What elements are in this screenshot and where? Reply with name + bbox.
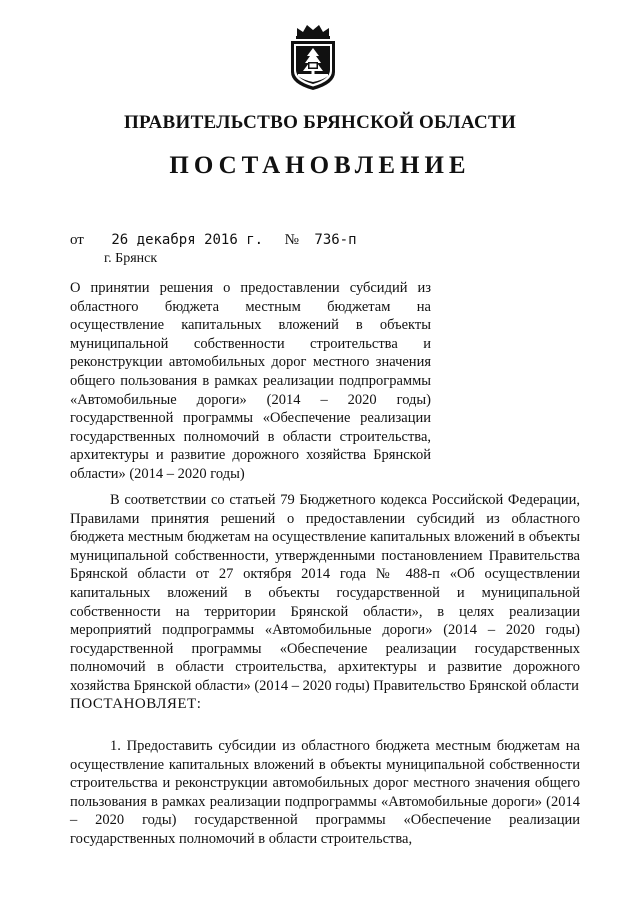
clause-1-paragraph: 1. Предоставить субсидии из областного бюджета местным бюджетам на осуществление капитальных вложений в объекты муниципальной собственности строительства и реконструкции автомобильных дорог местного значения общего пользования в рамках реализации подпрограммы «Автомобильные дороги» (2014 – 2020 годы) государственной программы «Обеспечение реализации государственных полномочий в области строительства, <box>70 738 580 847</box>
document-subject: О принятии решения о предоставлении субсидий из областного бюджета местным бюджетам на осуществление капитальных вложений в объекты муниципальной собственности строительства и реконструкции автомобильных дорог местного значения общего пользования в рамках реализации подпрограммы «Автомобильные дороги» (2014 – 2020 годы) государственной программы «Обеспечение реализации государственных полномочий в области строительства, архитектуры и развитие дорожного хозяйства Брянской области» (2014 – 2020 годы) <box>70 280 431 482</box>
date-number-line <box>70 232 357 249</box>
document-date: 26 декабря 2016 г. <box>111 232 264 248</box>
decree-word: ПОСТАНОВЛЯЕТ: <box>70 696 202 712</box>
document-number: 736-п <box>314 232 357 248</box>
document-type-title: ПОСТАНОВЛЕНИЕ <box>169 152 471 179</box>
city: г. Брянск <box>104 251 158 266</box>
number-label: № <box>284 232 299 248</box>
preamble-paragraph: В соответствии со статьей 79 Бюджетного кодекса Российской Федерации, Правилами принятия решений о предоставлении субсидий из областного бюджета местным бюджетам на осуществление капитальных вложений в объекты муниципальной собственности, утвержденными постановлением Правительства Брянской области от 27 октября 2014 года № 488-п «Об осуществлении капитальных вложений в объекты государственной и муниципальной собственности на территории Брянской области», в целях реализации мероприятий подпрограммы «Автомобильные дороги» (2014 – 2020 годы) государственной программы «Обеспечение реализации государственных полномочий в области строительства, архитектуры и развитие дорожного хозяйства Брянской области» (2014 – 2020 годы) Правительство Брянской области <box>70 492 580 694</box>
government-title: ПРАВИТЕЛЬСТВО БРЯНСКОЙ ОБЛАСТИ <box>123 112 517 133</box>
from-label: от <box>70 232 84 248</box>
bryansk-coat-of-arms-icon <box>283 22 343 92</box>
